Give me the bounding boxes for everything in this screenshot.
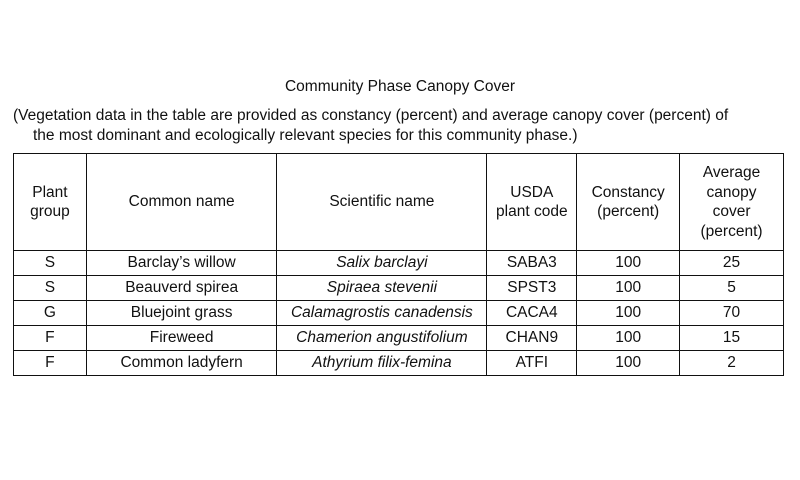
cell-plant-group: F — [14, 351, 87, 376]
header-usda-code-line: USDA — [510, 183, 554, 201]
cell-common-name: Beauverd spirea — [86, 276, 277, 301]
header-constancy — [577, 154, 680, 251]
header-plant-group-line: Plant — [32, 183, 68, 201]
cell-scientific-name: Athyrium filix-femina — [277, 351, 487, 376]
cell-cover: 25 — [680, 251, 784, 276]
header-cover-line: Average — [702, 164, 761, 181]
cell-plant-group: S — [14, 276, 87, 301]
cell-scientific-name: Calamagrostis canadensis — [277, 301, 487, 326]
cell-common-name: Common ladyfern — [86, 351, 277, 376]
canopy-cover-table — [13, 153, 784, 376]
header-cover-line: cover — [712, 203, 751, 220]
cell-constancy: 100 — [577, 276, 680, 301]
cell-usda-code: SABA3 — [487, 251, 577, 276]
cell-scientific-name: Chamerion angustifolium — [277, 326, 487, 351]
cell-constancy: 100 — [577, 251, 680, 276]
cell-usda-code: ATFI — [487, 351, 577, 376]
table-row — [14, 251, 784, 276]
header-usda-code-line: plant code — [496, 203, 568, 220]
cell-common-name: Fireweed — [86, 326, 277, 351]
header-constancy-line: Constancy — [591, 183, 665, 201]
cell-common-name: Barclay’s willow — [86, 251, 277, 276]
cell-cover: 5 — [680, 276, 784, 301]
header-constancy-line: (percent) — [597, 203, 660, 220]
table-row — [14, 326, 784, 351]
header-cover-line: canopy — [706, 183, 757, 201]
cell-plant-group: S — [14, 251, 87, 276]
cell-cover: 70 — [680, 301, 784, 326]
cell-usda-code: SPST3 — [487, 276, 577, 301]
table-row — [14, 301, 784, 326]
cell-cover: 15 — [680, 326, 784, 351]
header-common-name: Common name — [86, 154, 277, 251]
header-average-cover — [680, 154, 784, 251]
page-title: Community Phase Canopy Cover — [284, 78, 516, 95]
header-scientific-name: Scientific name — [277, 154, 487, 251]
caption-line-2: the most dominant and ecologically relevant species for this community phase.) — [33, 127, 578, 144]
cell-constancy: 100 — [577, 326, 680, 351]
cell-cover: 2 — [680, 351, 784, 376]
header-plant-group-line: group — [30, 203, 70, 220]
cell-plant-group: F — [14, 326, 87, 351]
header-cover-line: (percent) — [700, 222, 763, 240]
header-usda-code — [487, 154, 577, 251]
table-row — [14, 276, 784, 301]
table-header-row — [14, 154, 784, 251]
cell-constancy: 100 — [577, 351, 680, 376]
cell-plant-group: G — [14, 301, 87, 326]
cell-common-name: Bluejoint grass — [86, 301, 277, 326]
table-caption — [13, 106, 793, 146]
header-plant-group — [14, 154, 87, 251]
cell-usda-code: CACA4 — [487, 301, 577, 326]
caption-line-1: (Vegetation data in the table are provided as constancy (percent) and average canopy cover (percent) of — [13, 107, 729, 124]
cell-constancy: 100 — [577, 301, 680, 326]
cell-scientific-name: Salix barclayi — [277, 251, 487, 276]
cell-usda-code: CHAN9 — [487, 326, 577, 351]
table-row — [14, 351, 784, 376]
cell-scientific-name: Spiraea stevenii — [277, 276, 487, 301]
